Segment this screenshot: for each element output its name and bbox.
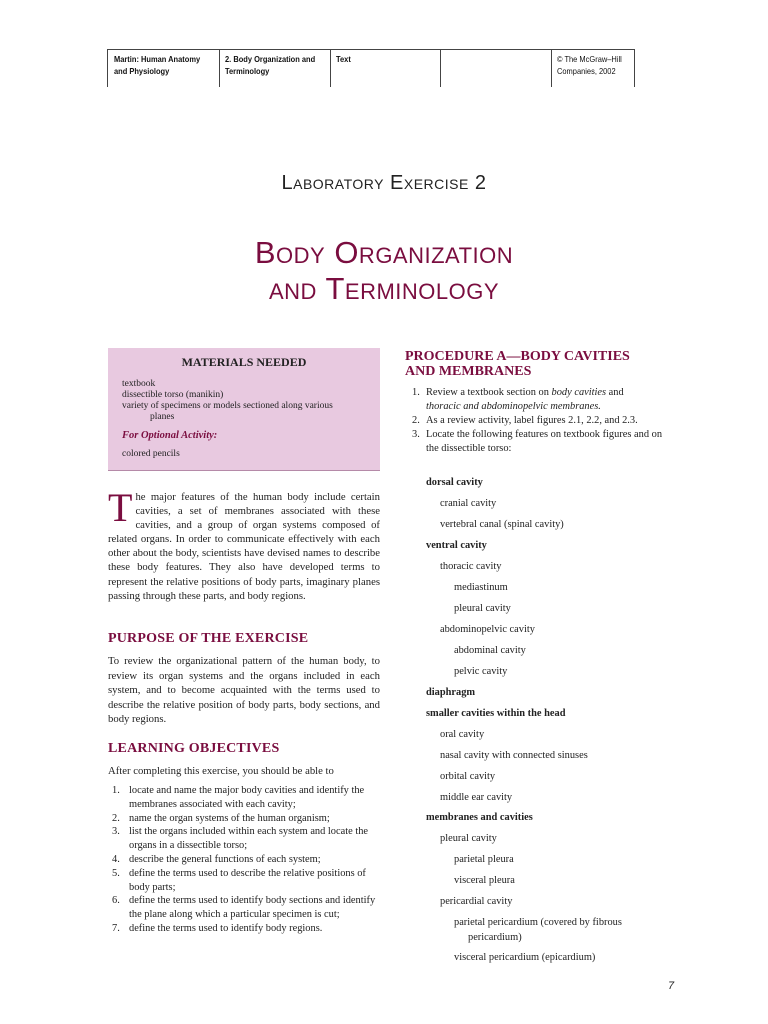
page-title-line1: Body Organization [254,235,514,270]
drop-cap: T [108,485,133,530]
materials-item: planes [150,412,175,422]
purpose-heading: PURPOSE OF THE EXERCISE [108,631,309,646]
feature-heading: diaphragm [426,687,476,698]
materials-heading: MATERIALS NEEDED [181,355,307,369]
materials-item: textbook [122,379,156,389]
list-item: 6. define the terms used to identify body sections and identify the plane along which a particular specimen is cut; [112,895,376,921]
objectives-lead: After completing this exercise, you should be able to [108,765,334,777]
purpose-text: To review the organizational pattern of the human body, to review its organ systems and the organs included in each system, and to become acquainted with the terms used to describe the relative position of body parts, body sections, and body regions. [108,655,380,726]
header-copyright: © The McGraw–Hill Companies, 2002 [557,54,622,76]
materials-box [108,348,380,471]
intro-text: he major features of the human body include certain cavities, a set of membranes associated with these cavities, and a group of organ systems composed of related organs. In order to communicate effectively with each other about the body, scientists have devised names to describe these body features. They also have developed terms to represent the relative positions of body parts, imaginary planes passing through these parts, and body regions. [108,491,380,602]
feature-item: pericardium) [468,932,522,943]
objectives-heading: LEARNING OBJECTIVES [108,741,280,756]
header-divider [440,49,441,87]
feature-item: thoracic cavity [440,561,502,572]
feature-item: nasal cavity with connected sinuses [440,750,588,761]
list-item: 7. define the terms used to identify body regions. [112,922,323,934]
feature-heading: dorsal cavity [426,477,483,488]
header-type: Text [336,54,351,64]
page-title [0,235,768,307]
feature-item: pleural cavity [454,603,511,614]
list-item: 2. As a review activity, label figures 2.1, 2.2, and 2.3. [412,415,638,426]
feature-item: visceral pleura [454,875,515,886]
materials-item: dissectible torso (manikin) [122,390,224,400]
feature-item: middle ear cavity [440,792,513,803]
list-item: 2. name the organ systems of the human organism; [112,812,330,824]
intro-paragraph [108,485,380,603]
optional-activity-label: For Optional Activity: [122,430,218,441]
feature-item: pericardial cavity [440,896,513,907]
feature-item: pelvic cavity [454,666,508,677]
header-divider [219,49,220,87]
list-item: 3. Locate the following features on textbook figures and on the dissectible torso: [412,429,663,454]
list-item: 5. define the terms used to describe the relative positions of body parts; [112,867,366,893]
feature-item: parietal pleura [454,854,514,865]
feature-item: abdominal cavity [454,645,526,656]
page-number: 7 [668,980,675,992]
list-item: 3. list the organs included within each system and locate the organs in a dissectible torso; [112,826,369,852]
materials-list [122,379,333,423]
header-chapter: 2. Body Organization and Terminology [225,54,316,76]
list-item: 4. describe the general functions of each system; [112,853,321,865]
feature-item: visceral pericardium (epicardium) [454,952,596,963]
procedure-heading: PROCEDURE A—BODY CAVITIES AND MEMBRANES [405,349,630,379]
feature-item: cranial cavity [440,498,497,509]
materials-item: variety of specimens or models sectioned along various [122,401,333,411]
feature-item: vertebral canal (spinal cavity) [440,519,564,530]
feature-item: parietal pericardium (covered by fibrous [454,917,622,928]
feature-item: oral cavity [440,729,485,740]
header-divider [551,49,552,87]
feature-heading: membranes and cavities [426,812,533,823]
list-item: 1. locate and name the major body cavities and identify the membranes associated with each cavity; [112,785,365,810]
feature-heading: ventral cavity [426,540,487,551]
optional-activity-item: colored pencils [122,449,180,459]
list-item: 1. Review a textbook section on body cavities and thoracic and abdominopelvic membranes. [412,387,624,412]
feature-item: pleural cavity [440,833,497,844]
objectives-list [108,784,380,936]
page-title-line2: and Terminology [268,271,500,306]
feature-heading: smaller cavities within the head [426,708,566,719]
exercise-number: Laboratory Exercise 2 [281,172,487,194]
feature-item: mediastinum [454,582,508,593]
header-divider [330,49,331,87]
feature-item: orbital cavity [440,771,496,782]
feature-item: abdominopelvic cavity [440,624,535,635]
header-book-title: Martin: Human Anatomy and Physiology [114,54,201,76]
procedure-steps [405,386,677,456]
